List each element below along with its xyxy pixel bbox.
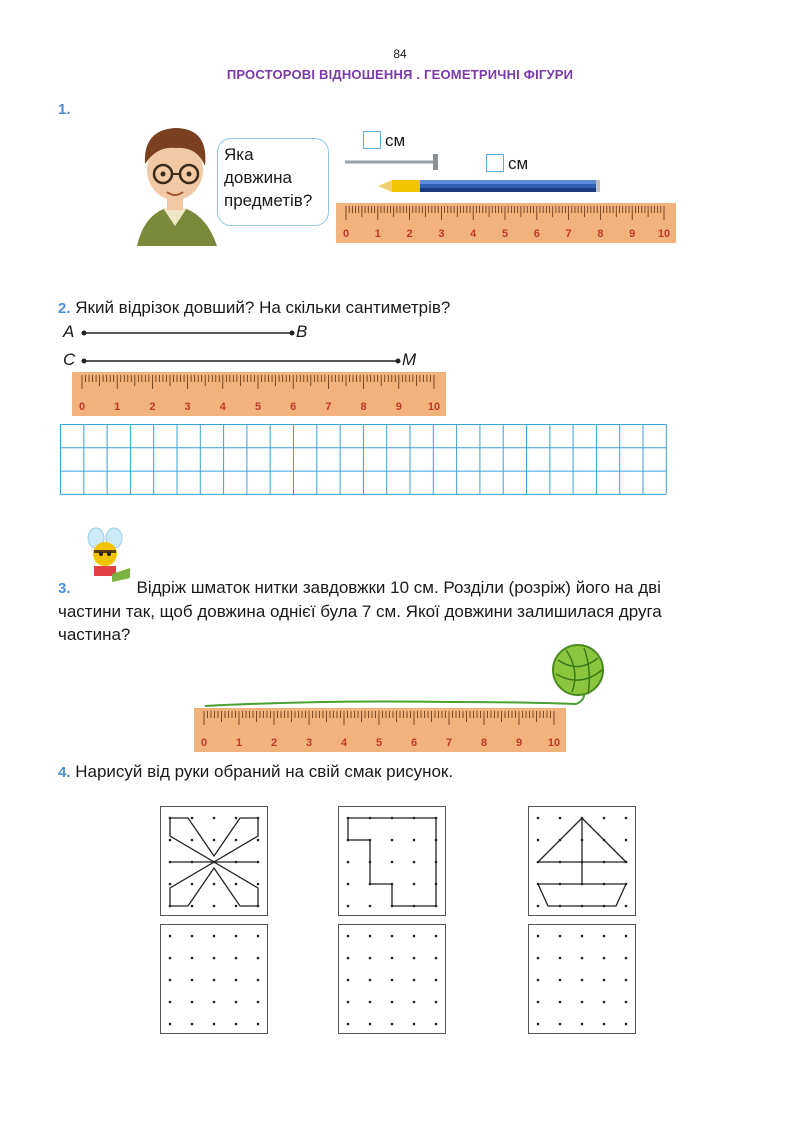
ruler-label: 10 [547, 737, 561, 749]
grid-dot [391, 1023, 394, 1026]
nail-unit: см [385, 131, 406, 150]
grid-dot [235, 979, 238, 982]
pencil-icon [596, 180, 600, 192]
grid-dot [581, 935, 584, 938]
ruler-label: 2 [406, 228, 413, 240]
grid-dot [537, 1001, 540, 1004]
grid-dot [191, 817, 194, 820]
grid-dot [435, 1023, 438, 1026]
ruler-label: 9 [629, 228, 636, 240]
ruler-label: 7 [445, 737, 453, 749]
page-title: ПРОСТОРОВІ ВІДНОШЕННЯ . ГЕОМЕТРИЧНІ ФІГУРИ [226, 67, 574, 82]
grid-dot [169, 979, 172, 982]
grid-dot [235, 1001, 238, 1004]
ruler-label: 5 [254, 401, 262, 413]
grid-dot [191, 1001, 194, 1004]
grid-dot [213, 979, 216, 982]
grid-dot [169, 839, 172, 842]
grid-dot [347, 979, 350, 982]
answer-grid[interactable] [60, 424, 668, 496]
grid-dot [347, 1001, 350, 1004]
grid-dot [169, 957, 172, 960]
task-2-number: 2. [58, 300, 71, 317]
grid-dot [235, 883, 238, 886]
grid-dot [347, 883, 350, 886]
ruler-label: 0 [78, 401, 86, 413]
ruler-label: 4 [219, 401, 226, 413]
grid-dot [213, 957, 216, 960]
grid-dot [369, 905, 372, 908]
ruler-label: 10 [657, 228, 671, 240]
grid-dot [603, 979, 606, 982]
page-number: 84 [393, 47, 407, 61]
point-c-label: C [63, 350, 76, 369]
grid-dot [257, 883, 260, 886]
grid-dot [369, 979, 372, 982]
pencil-unit: см [508, 154, 529, 173]
ruler-label: 7 [325, 401, 332, 413]
grid-dot [581, 979, 584, 982]
grid-dot [537, 979, 540, 982]
grid-dot [369, 935, 372, 938]
ruler-label: 4 [470, 228, 477, 240]
grid-dot [435, 1001, 438, 1004]
grid-dot [257, 839, 260, 842]
grid-dot [603, 817, 606, 820]
ruler-label: 3 [184, 401, 191, 413]
dot-grid-sample-star [160, 806, 268, 916]
grid-dot [625, 817, 628, 820]
task-2-text: Який відрізок довший? На скільки сантиметрів? [75, 298, 451, 317]
grid-dot [391, 861, 394, 864]
ruler-task1 [336, 203, 676, 243]
ruler-task2 [72, 372, 446, 416]
grid-dot [537, 905, 540, 908]
ruler-label: 2 [270, 737, 278, 749]
ruler-label: 1 [114, 401, 121, 413]
grid-dot [391, 957, 394, 960]
grid-dot [347, 861, 350, 864]
ruler-label: 2 [149, 401, 156, 413]
bubble-line-2: довжина [224, 168, 292, 187]
nail-answer-box[interactable] [363, 131, 381, 149]
dot-grid-empty-2[interactable] [338, 924, 446, 1034]
ruler-label: 1 [374, 228, 381, 240]
grid-dot [191, 1023, 194, 1026]
ruler-label: 1 [235, 737, 243, 749]
grid-dot [559, 935, 562, 938]
grid-dot [235, 1023, 238, 1026]
dot-grid-empty-1[interactable] [160, 924, 268, 1034]
grid-dot [191, 905, 194, 908]
grid-dot [169, 1023, 172, 1026]
bubble-line-3: предметів? [224, 191, 313, 210]
dot-grid-sample-boat [528, 806, 636, 916]
grid-dot [347, 935, 350, 938]
grid-dot [625, 905, 628, 908]
grid-dot [213, 883, 216, 886]
grid-dot [581, 1023, 584, 1026]
grid-dot [537, 817, 540, 820]
task-3-text [58, 576, 748, 646]
point-m-label: M [402, 350, 417, 369]
ruler-label: 8 [360, 401, 367, 413]
grid-dot [625, 1023, 628, 1026]
nail-icon [433, 154, 438, 170]
dot-grid-sample-steps [338, 806, 446, 916]
grid-dot [191, 839, 194, 842]
task-3-line-2: частини так, щоб довжина однієї була 7 см. Якої довжини залишилася друга [58, 602, 662, 621]
grid-dot [581, 1001, 584, 1004]
task-3-number: 3. [58, 580, 71, 597]
ruler-label: 0 [342, 228, 350, 240]
ruler-label: 8 [597, 228, 604, 240]
ruler-label: 5 [375, 737, 383, 749]
grid-dot [235, 839, 238, 842]
nail-length-answer [363, 131, 405, 151]
ruler-label: 6 [533, 228, 540, 240]
grid-dot [581, 957, 584, 960]
task-4-text: Нарисуй від руки обраний на свій смак рисунок. [75, 762, 454, 781]
dot-grid-empty-3[interactable] [528, 924, 636, 1034]
grid-dot [191, 979, 194, 982]
point-a-label: A [63, 322, 75, 341]
grid-dot [369, 1001, 372, 1004]
ruler-label: 4 [340, 737, 348, 749]
grid-dot [213, 1023, 216, 1026]
grid-dot [537, 1023, 540, 1026]
grid-dot [559, 1001, 562, 1004]
grid-dot [625, 839, 628, 842]
grid-dot [235, 817, 238, 820]
grid-dot [235, 905, 238, 908]
grid-dot [347, 905, 350, 908]
grid-dot [603, 957, 606, 960]
grid-dot [391, 1001, 394, 1004]
grid-dot [625, 957, 628, 960]
task-4-heading [58, 760, 453, 784]
segments [80, 325, 410, 370]
ruler-label: 9 [515, 737, 523, 749]
grid-dot [213, 817, 216, 820]
grid-dot [435, 957, 438, 960]
grid-dot [413, 935, 416, 938]
grid-dot [559, 957, 562, 960]
grid-dot [369, 957, 372, 960]
ruler-label: 7 [565, 228, 572, 240]
grid-dot [191, 957, 194, 960]
grid-dot [413, 861, 416, 864]
ruler-label: 10 [427, 401, 441, 413]
grid-dot [257, 935, 260, 938]
grid-dot [169, 1001, 172, 1004]
ruler-label: 6 [410, 737, 418, 749]
grid-dot [559, 817, 562, 820]
ruler-label: 0 [200, 737, 208, 749]
grid-dot [369, 1023, 372, 1026]
grid-dot [625, 1001, 628, 1004]
grid-dot [391, 935, 394, 938]
ruler-label: 8 [480, 737, 488, 749]
grid-dot [213, 839, 216, 842]
ruler-task3 [194, 708, 566, 752]
thread-ball [200, 644, 610, 712]
grid-dot [559, 1023, 562, 1026]
ruler-label: 5 [501, 228, 509, 240]
grid-dot [537, 839, 540, 842]
ruler-label: 9 [395, 401, 402, 413]
grid-dot [537, 957, 540, 960]
grid-dot [213, 1001, 216, 1004]
nail-and-pencil [340, 150, 610, 200]
grid-dot [257, 979, 260, 982]
grid-dot [257, 957, 260, 960]
grid-dot [537, 935, 540, 938]
grid-dot [213, 905, 216, 908]
grid-dot [169, 935, 172, 938]
task-2-heading [58, 296, 450, 320]
speech-bubble [217, 138, 329, 226]
grid-dot [347, 1023, 350, 1026]
grid-dot [413, 883, 416, 886]
grid-dot [413, 839, 416, 842]
yarn-ball-icon [553, 645, 603, 695]
grid-dot [413, 1001, 416, 1004]
task-3-line-1: Відріж шматок нитки завдовжки 10 см. Розділи (розріж) його на дві [136, 578, 661, 597]
grid-dot [603, 1001, 606, 1004]
grid-dot [347, 957, 350, 960]
task-4-number: 4. [58, 764, 71, 781]
grid-dot [191, 883, 194, 886]
grid-dot [257, 1023, 260, 1026]
ruler-label: 3 [305, 737, 313, 749]
grid-dot [235, 957, 238, 960]
grid-dot [257, 1001, 260, 1004]
grid-dot [413, 1023, 416, 1026]
grid-dot [603, 1023, 606, 1026]
task-1-number: 1. [58, 101, 71, 118]
grid-dot [391, 839, 394, 842]
grid-dot [559, 979, 562, 982]
boy-illustration [125, 118, 225, 246]
grid-dot [603, 935, 606, 938]
grid-dot [213, 935, 216, 938]
grid-dot [191, 935, 194, 938]
ruler-label: 3 [438, 228, 445, 240]
grid-dot [435, 935, 438, 938]
grid-dot [169, 883, 172, 886]
grid-dot [391, 979, 394, 982]
grid-dot [413, 957, 416, 960]
point-b-label: B [296, 322, 308, 341]
grid-dot [625, 935, 628, 938]
grid-dot [413, 979, 416, 982]
task-3-line-3: частина? [58, 625, 131, 644]
ruler-label: 6 [290, 401, 297, 413]
grid-dot [235, 935, 238, 938]
bubble-line-1: Яка [224, 145, 254, 164]
grid-dot [625, 979, 628, 982]
grid-dot [435, 979, 438, 982]
